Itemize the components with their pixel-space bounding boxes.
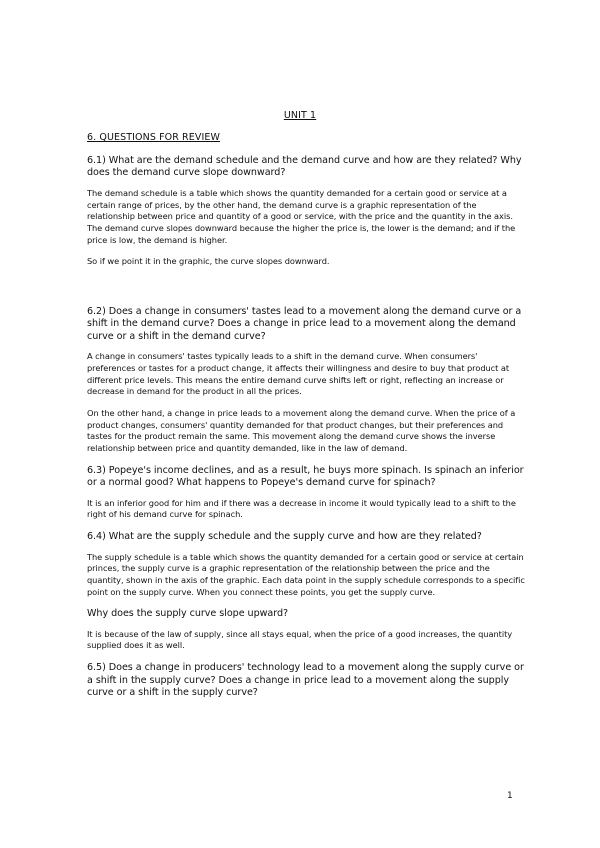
answer-6-2-paragraph-2: On the other hand, a change in price leads to a movement along the demand curve. When the price of a product changes, consumers' quantity demanded for that product changes, but their preferences and tastes for the product remain the same. This movement along the demand curve shows the inverse relationship between price and quantity demanded, like in the law of demand.: [87, 408, 516, 454]
question-6-4-followup: Why does the supply curve slope upward?: [87, 608, 289, 620]
answer-6-4-paragraph-2: It is because of the law of supply, since all stays equal, when the price of a good increases, the quantity supplied does it as well.: [87, 628, 513, 651]
section-heading: 6. QUESTIONS FOR REVIEW: [87, 132, 220, 143]
answer-6-3: It is an inferior good for him and if there was a decrease in income it would typically lead to a shift to the right of his demand curve for spinach.: [87, 497, 516, 520]
answer-6-2-paragraph-1: A change in consumers' tastes typically leads to a shift in the demand curve. When consumers' preferences or tastes for a product change, it affects their willingness and desire to buy that product at different price levels. This means the entire demand curve shifts left or right, reflecting an increase or decrease in demand for the product in all the prices.: [87, 351, 510, 397]
answer-6-1-paragraph-2: So if we point it in the graphic, the curve slopes downward.: [87, 256, 330, 267]
unit-title: UNIT 1: [283, 110, 317, 121]
answer-6-4-paragraph-1: The supply schedule is a table which shows the quantity demanded for a certain good or service at certain princes, the supply curve is a graphic representation of the relationship between the price and the quantity, shown in the axis of the graphic. Each data point in the supply schedule corresponds to a specific point on the supply curve. When you connect these points, you get the supply curve.: [87, 551, 525, 597]
document-body: [87, 132, 527, 707]
question-6-4: 6.4) What are the supply schedule and the supply curve and how are they related?: [87, 531, 482, 543]
answer-6-1-paragraph-1: The demand schedule is a table which shows the quantity demanded for a certain good or service at a certain range of prices, by the other hand, the demand curve is a graphic representation of the relationship between price and quantity of a good or service, with the price and the quantity in the axis. The demand curve slopes downward because the higher the price is, the lower is the demand; and if the price is low, the demand is higher.: [87, 187, 516, 245]
page-number: 1: [507, 791, 513, 801]
question-6-3: 6.3) Popeye's income declines, and as a result, he buys more spinach. Is spinach an inferior or a normal good? What happens to Popeye's demand curve for spinach?: [87, 464, 524, 489]
question-6-1: 6.1) What are the demand schedule and the demand curve and how are they related? Why does the demand curve slope downward?: [87, 155, 522, 179]
question-6-5: 6.5) Does a change in producers' technology lead to a movement along the supply curve or a shift in the supply curve? Does a change in price lead to a movement along the supply curve or a shift in the supply curve?: [87, 662, 524, 698]
spacer: [87, 278, 527, 306]
question-6-2: 6.2) Does a change in consumers' tastes lead to a movement along the demand curve or a shift in the demand curve? Does a change in price lead to a movement along the demand curve or a shift in the demand curve?: [87, 306, 522, 342]
